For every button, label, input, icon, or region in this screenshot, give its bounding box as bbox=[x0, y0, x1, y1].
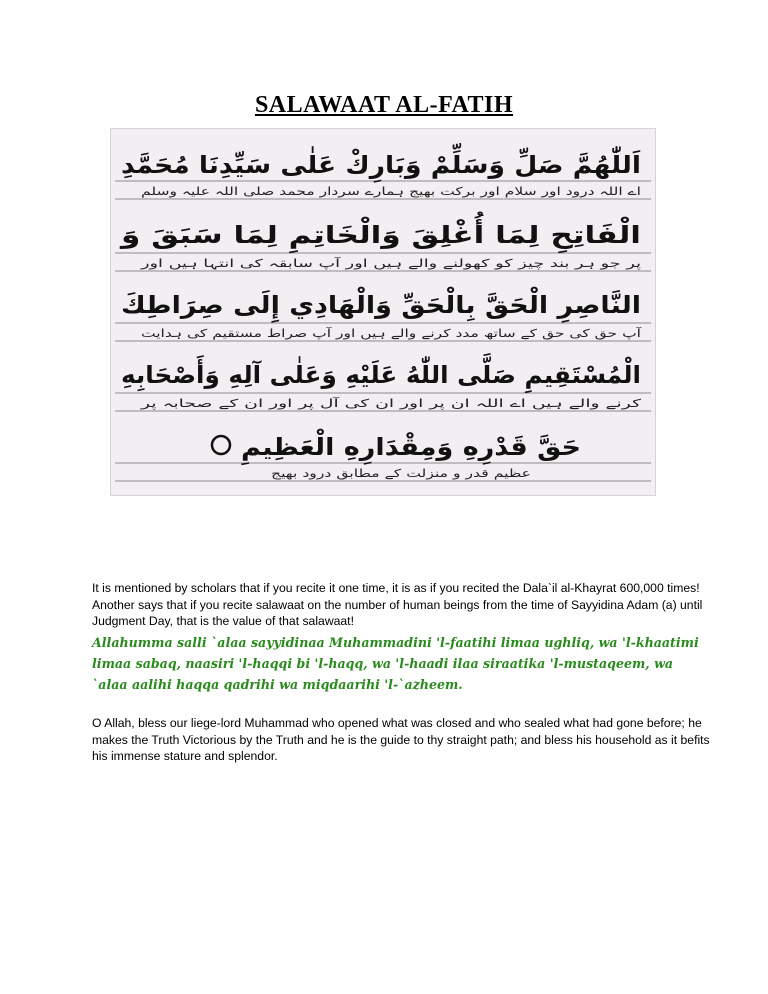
urdu-line-2: پر جو ہر بند چیز کو کھولنے والے ہیں اور آپ سابقہ کی انتہا ہیں اور bbox=[141, 257, 453, 270]
transliteration-paragraph: Allahumma salli `alaa sayyidinaa Muhammadini 'l-faatihi limaa ughliq, wa 'l-khaatimi limaa sabaq, naasiri 'l-haqqi bi 'l-haqq, wa 'l-haadi ilaa siraatika 'l-mustaqeem, wa `alaa aalihi haqqa qadrihi wa miqdaarihi 'l-`azheem. bbox=[92, 635, 699, 692]
arabic-line-5: حَقَّ قَدْرِهِ وَمِقْدَارِهِ الْعَظِيمِ bbox=[241, 433, 543, 461]
urdu-line-1: اے اللہ درود اور سلام اور برکت بھیج ہمارے سردار محمد صلی اللہ علیہ وسلم bbox=[141, 185, 641, 198]
arabic-line-4: الْمُسْتَقِيمِ صَلَّى اللّٰهُ عَلَيْهِ وَعَلٰى آلِهِ وَأَصْحَابِهِ bbox=[121, 361, 628, 389]
page-title: SALAWAAT AL-FATIH bbox=[254, 92, 514, 118]
arabic-line-1: اَللّٰهُمَّ صَلِّ وَسَلِّمْ وَبَارِكْ عَلٰى سَيِّدِنَا مُحَمَّدِ bbox=[121, 151, 592, 179]
arabic-line-2: الْفَاتِحِ لِمَا أُغْلِقَ وَالْخَاتِمِ لِمَا سَبَقَ وَ bbox=[121, 221, 522, 249]
arabic-line-3: النَّاصِرِ الْحَقَّ بِالْحَقِّ وَالْهَادِي إِلَى صِرَاطِكَ bbox=[121, 291, 584, 319]
urdu-line-4: کرنے والے ہیں اے اللہ ان پر اور ان کی آل پر اور ان کے صحابہ پر bbox=[141, 397, 435, 410]
urdu-line-5: عظیم قدر و منزلت کے مطابق درود بھیج bbox=[271, 467, 454, 480]
verse-end-circle-icon bbox=[212, 436, 230, 454]
urdu-line-3: آپ حق کی حق کے ساتھ مدد کرنے والے ہیں اور آپ صراط مستقیم کی ہدایت bbox=[141, 327, 496, 340]
arabic-calligraphy-image bbox=[110, 128, 656, 496]
translation-paragraph: O Allah, bless our liege-lord Muhammad who opened what was closed and who sealed what had gone before; he makes the Truth Victorious by the Truth and he is the guide to thy straight path; and bless his household as it befits his immense stature and splendor. bbox=[92, 716, 710, 763]
virtue-paragraph: It is mentioned by scholars that if you recite it one time, it is as if you recited the Dala`il al-Khayrat 600,000 times! Another says that if you recite salawaat on the number of human beings from the time of Sayyidina Adam (a) until Judgment Day, that is the value of that salawaat! bbox=[92, 581, 703, 628]
